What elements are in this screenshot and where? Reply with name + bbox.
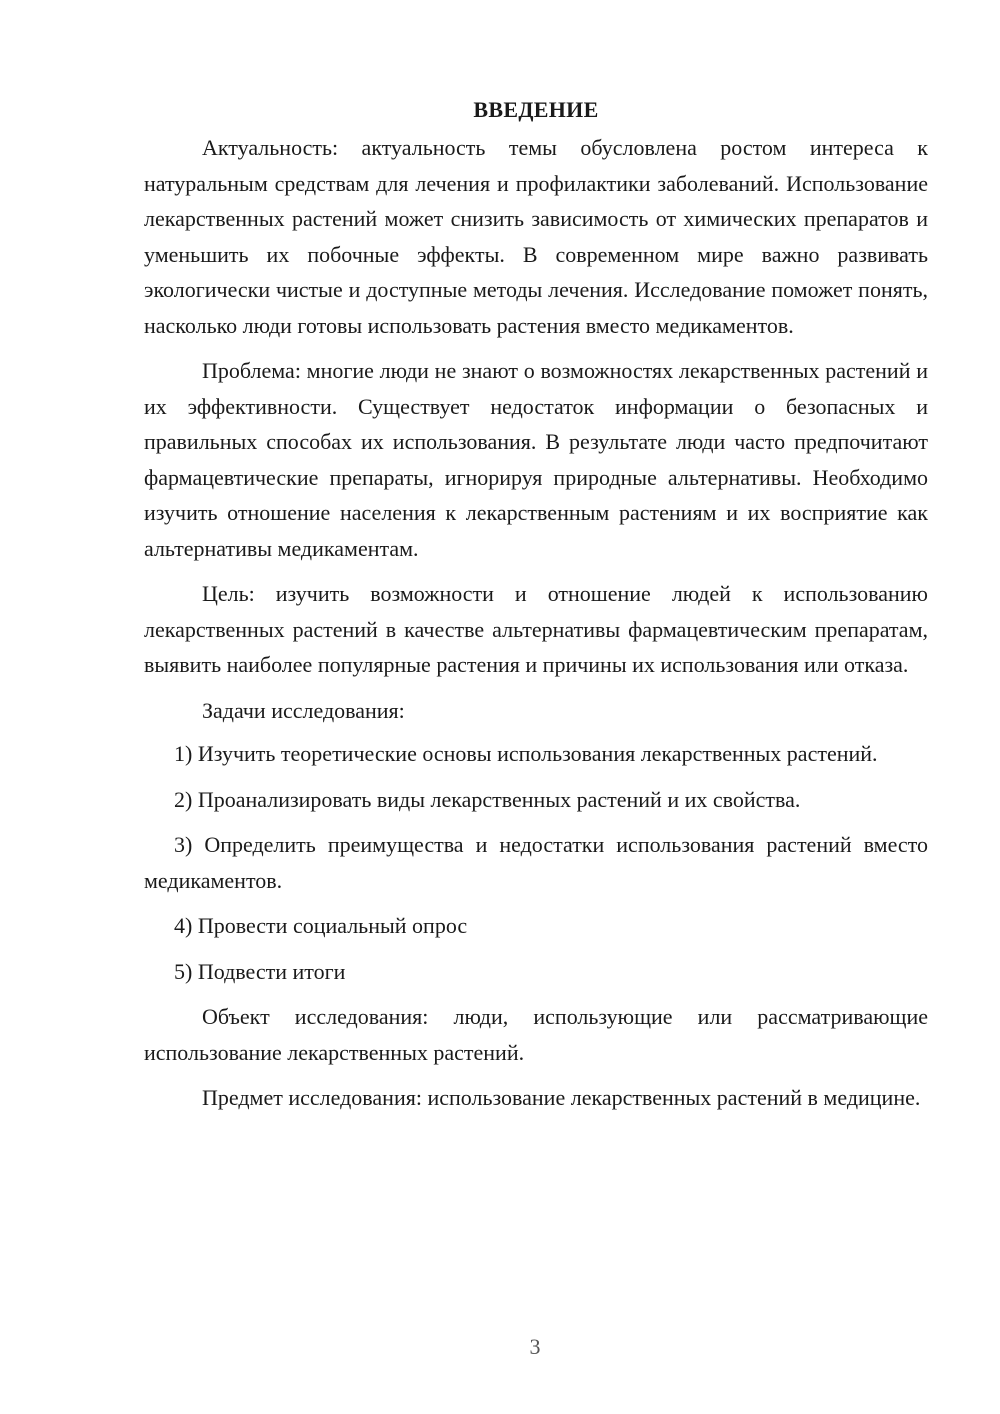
page-title: ВВЕДЕНИЕ [473, 97, 599, 122]
tasks-title: Задачи исследования: [202, 697, 405, 723]
paragraph-subject: Предмет исследования: использование лекарственных растений в медицине. [202, 1085, 921, 1110]
document-page [144, 92, 928, 1126]
task-item-2: 2) Проанализировать виды лекарственных растений и их свойства. [174, 786, 801, 812]
task-item-5: 5) Подвести итоги [174, 958, 346, 984]
task-item-3: 3) Определить преимущества и недостатки использования растений вместо медикаментов. [144, 832, 928, 893]
page-number: 3 [529, 1334, 541, 1359]
paragraph-goal: Цель: изучить возможности и отношение людей к использованию лекарственных растений в качестве альтернативы фармацевтическим препаратам, выявить наиболее популярные растения и причины их использования или отказа. [144, 581, 928, 677]
task-item-1: 1) Изучить теоретические основы использования лекарственных растений. [174, 741, 878, 766]
paragraph-object: Объект исследования: люди, использующие или рассматривающие использование лекарственных растений. [144, 1004, 928, 1065]
task-item-4: 4) Провести социальный опрос [174, 913, 468, 938]
paragraph-relevance: Актуальность: актуальность темы обусловлена ростом интереса к натуральным средствам для лечения и профилактики заболеваний. Использование лекарственных растений может снизить зависимость от химических препаратов и уменьшить их побочные эффекты. В современном мире важно развивать экологически чистые и доступные методы лечения. Исследование поможет понять, насколько люди готовы использовать растения вместо медикаментов. [144, 135, 928, 338]
paragraph-problem: Проблема: многие люди не знают о возможностях лекарственных растений и их эффективности. Существует недостаток информации о безопасных и правильных способах их использования. В результате люди часто предпочитают фармацевтические препараты, игнорируя природные альтернативы. Необходимо изучить отношение населения к лекарственным растениям и их восприятие как альтернативы медикаментам. [144, 358, 928, 561]
